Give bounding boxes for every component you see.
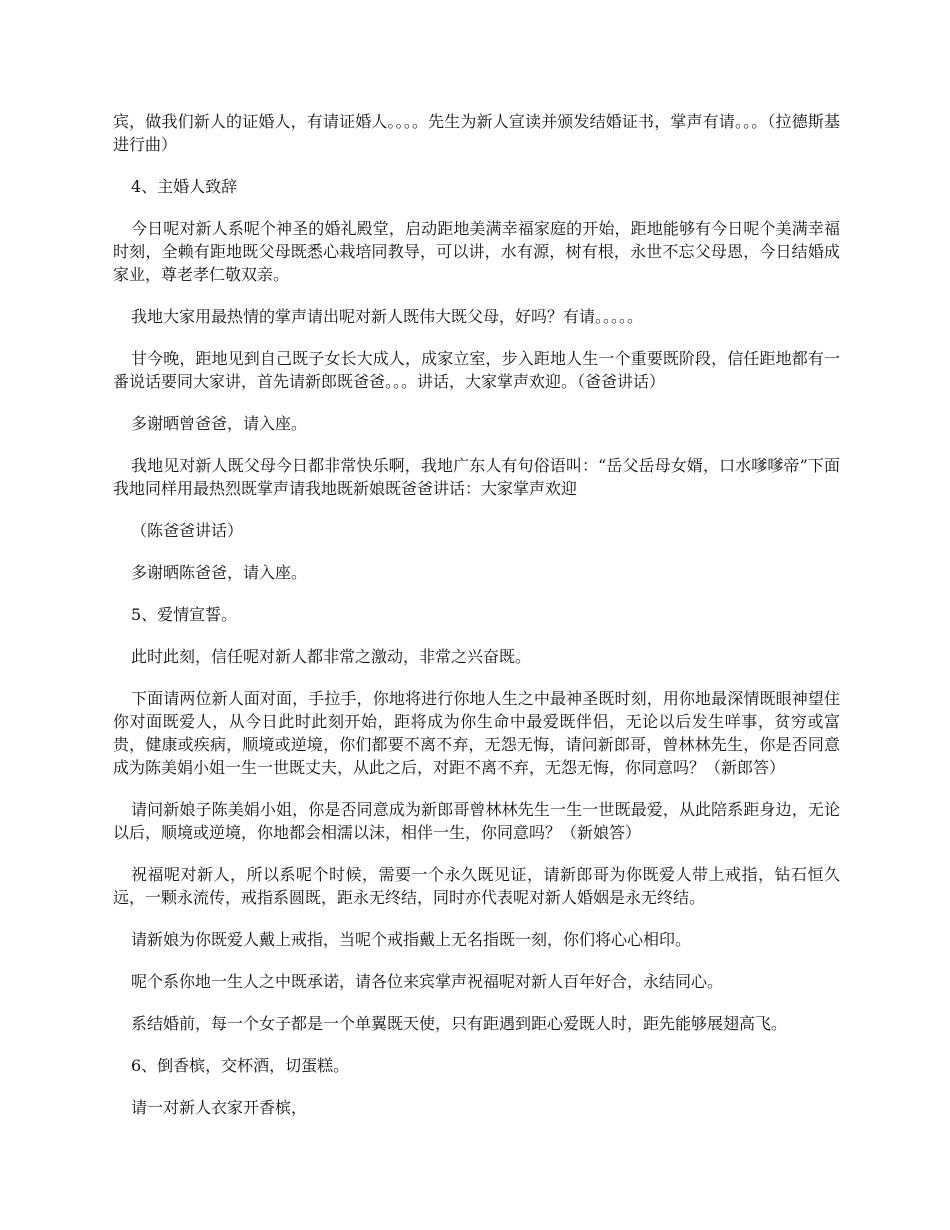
paragraph-groom-vow: 下面请两位新人面对面，手拉手，你地将进行你地人生之中最神圣既时刻，用你地最深情既眼神望住你对面既爱人，从今日此时此刻开始，距将成为你生命中最爱既伴侣，无论以后发生咩事，贫穷或富贵，健康或疾病，顺境或逆境，你们都要不离不弃，无怨无悔，请问新郎哥，曾林林先生，你是否同意成为陈美娟小姐一生一世既丈夫，从此之后，对距不离不弃，无怨无悔，你同意吗？（新郎答） [113, 689, 840, 777]
document-body [113, 110, 840, 1138]
paragraph-bride-vow: 请问新娘子陈美娟小姐，你是否同意成为新郎哥曾林林先生一生一世既最爱，从此陪系距身边，无论以后，顺境或逆境，你地都会相濡以沫，相伴一生，你同意吗？（新娘答） [113, 800, 840, 842]
paragraph-groom-father: 甘今晚，距地见到自己既子女长大成人，成家立室，步入距地人生一个重要既阶段，信任距地都有一番说话要同大家讲，首先请新郎既爸爸。。。讲话，大家掌声欢迎。（爸爸讲话） [113, 349, 840, 391]
heading-officiant-speech: 4、主婚人致辞 [131, 177, 238, 196]
paragraph-bride-father: 我地见对新人既父母今日都非常快乐啊，我地广东人有句俗语叫：“岳父岳母女婿，口水嗲嗲帝”下面我地同样用最热烈既掌声请我地既新娘既爸爸讲话：大家掌声欢迎 [113, 456, 840, 498]
paragraph-ceremony-intro: 今日呢对新人系呢个神圣的婚礼殿堂，启动距地美满幸福家庭的开始，距地能够有今日呢个美满幸福时刻，全赖有距地既父母既悉心栽培同教导，可以讲，水有源，树有根，永世不忘父母恩，今日结婚成家业，尊老孝仁敬双亲。 [113, 219, 840, 284]
paragraph-thanks-chen: 多谢晒陈爸爸，请入座。 [131, 563, 308, 582]
paragraph-blessing: 呢个系你地一生人之中既承诺，请各位来宾掌声祝福呢对新人百年好合，永结同心。 [131, 972, 724, 991]
paragraph-chen-speech: （陈爸爸讲话） [131, 521, 244, 540]
heading-vows: 5、爱情宣誓。 [131, 605, 238, 624]
paragraph-angel: 系结婚前，每一个女子都是一个单翼既天使，只有距遇到距心爱既人时，距先能够展翅高飞。 [131, 1014, 788, 1033]
heading-champagne: 6、倒香槟，交杯酒，切蛋糕。 [131, 1056, 350, 1075]
paragraph-ring-bride: 请新娘为你既爱人戴上戒指，当呢个戒指戴上无名指既一刻，你们将心心相印。 [131, 930, 692, 949]
paragraph-open-champagne: 请一对新人衣家开香槟， [131, 1098, 308, 1117]
paragraph-thanks-zeng: 多谢晒曾爸爸，请入座。 [131, 414, 308, 433]
paragraph-excited: 此时此刻，信任呢对新人都非常之激动，非常之兴奋既。 [131, 647, 532, 666]
paragraph-invite-parents: 我地大家用最热情的掌声请出呢对新人既伟大既父母，好吗？有请。。。。。 [131, 307, 644, 326]
paragraph-ring-groom: 祝福呢对新人，所以系呢个时候，需要一个永久既见证，请新郎哥为你既爱人带上戒指，钻石恒久远，一颗永流传，戒指系圆既，距永无终结，同时亦代表呢对新人婚姻是永无终结。 [113, 865, 840, 907]
paragraph-certificate: 宾，做我们新人的证婚人，有请证婚人。。。。先生为新人宣读并颁发结婚证书，掌声有请。。。（拉德斯基进行曲） [113, 112, 840, 154]
